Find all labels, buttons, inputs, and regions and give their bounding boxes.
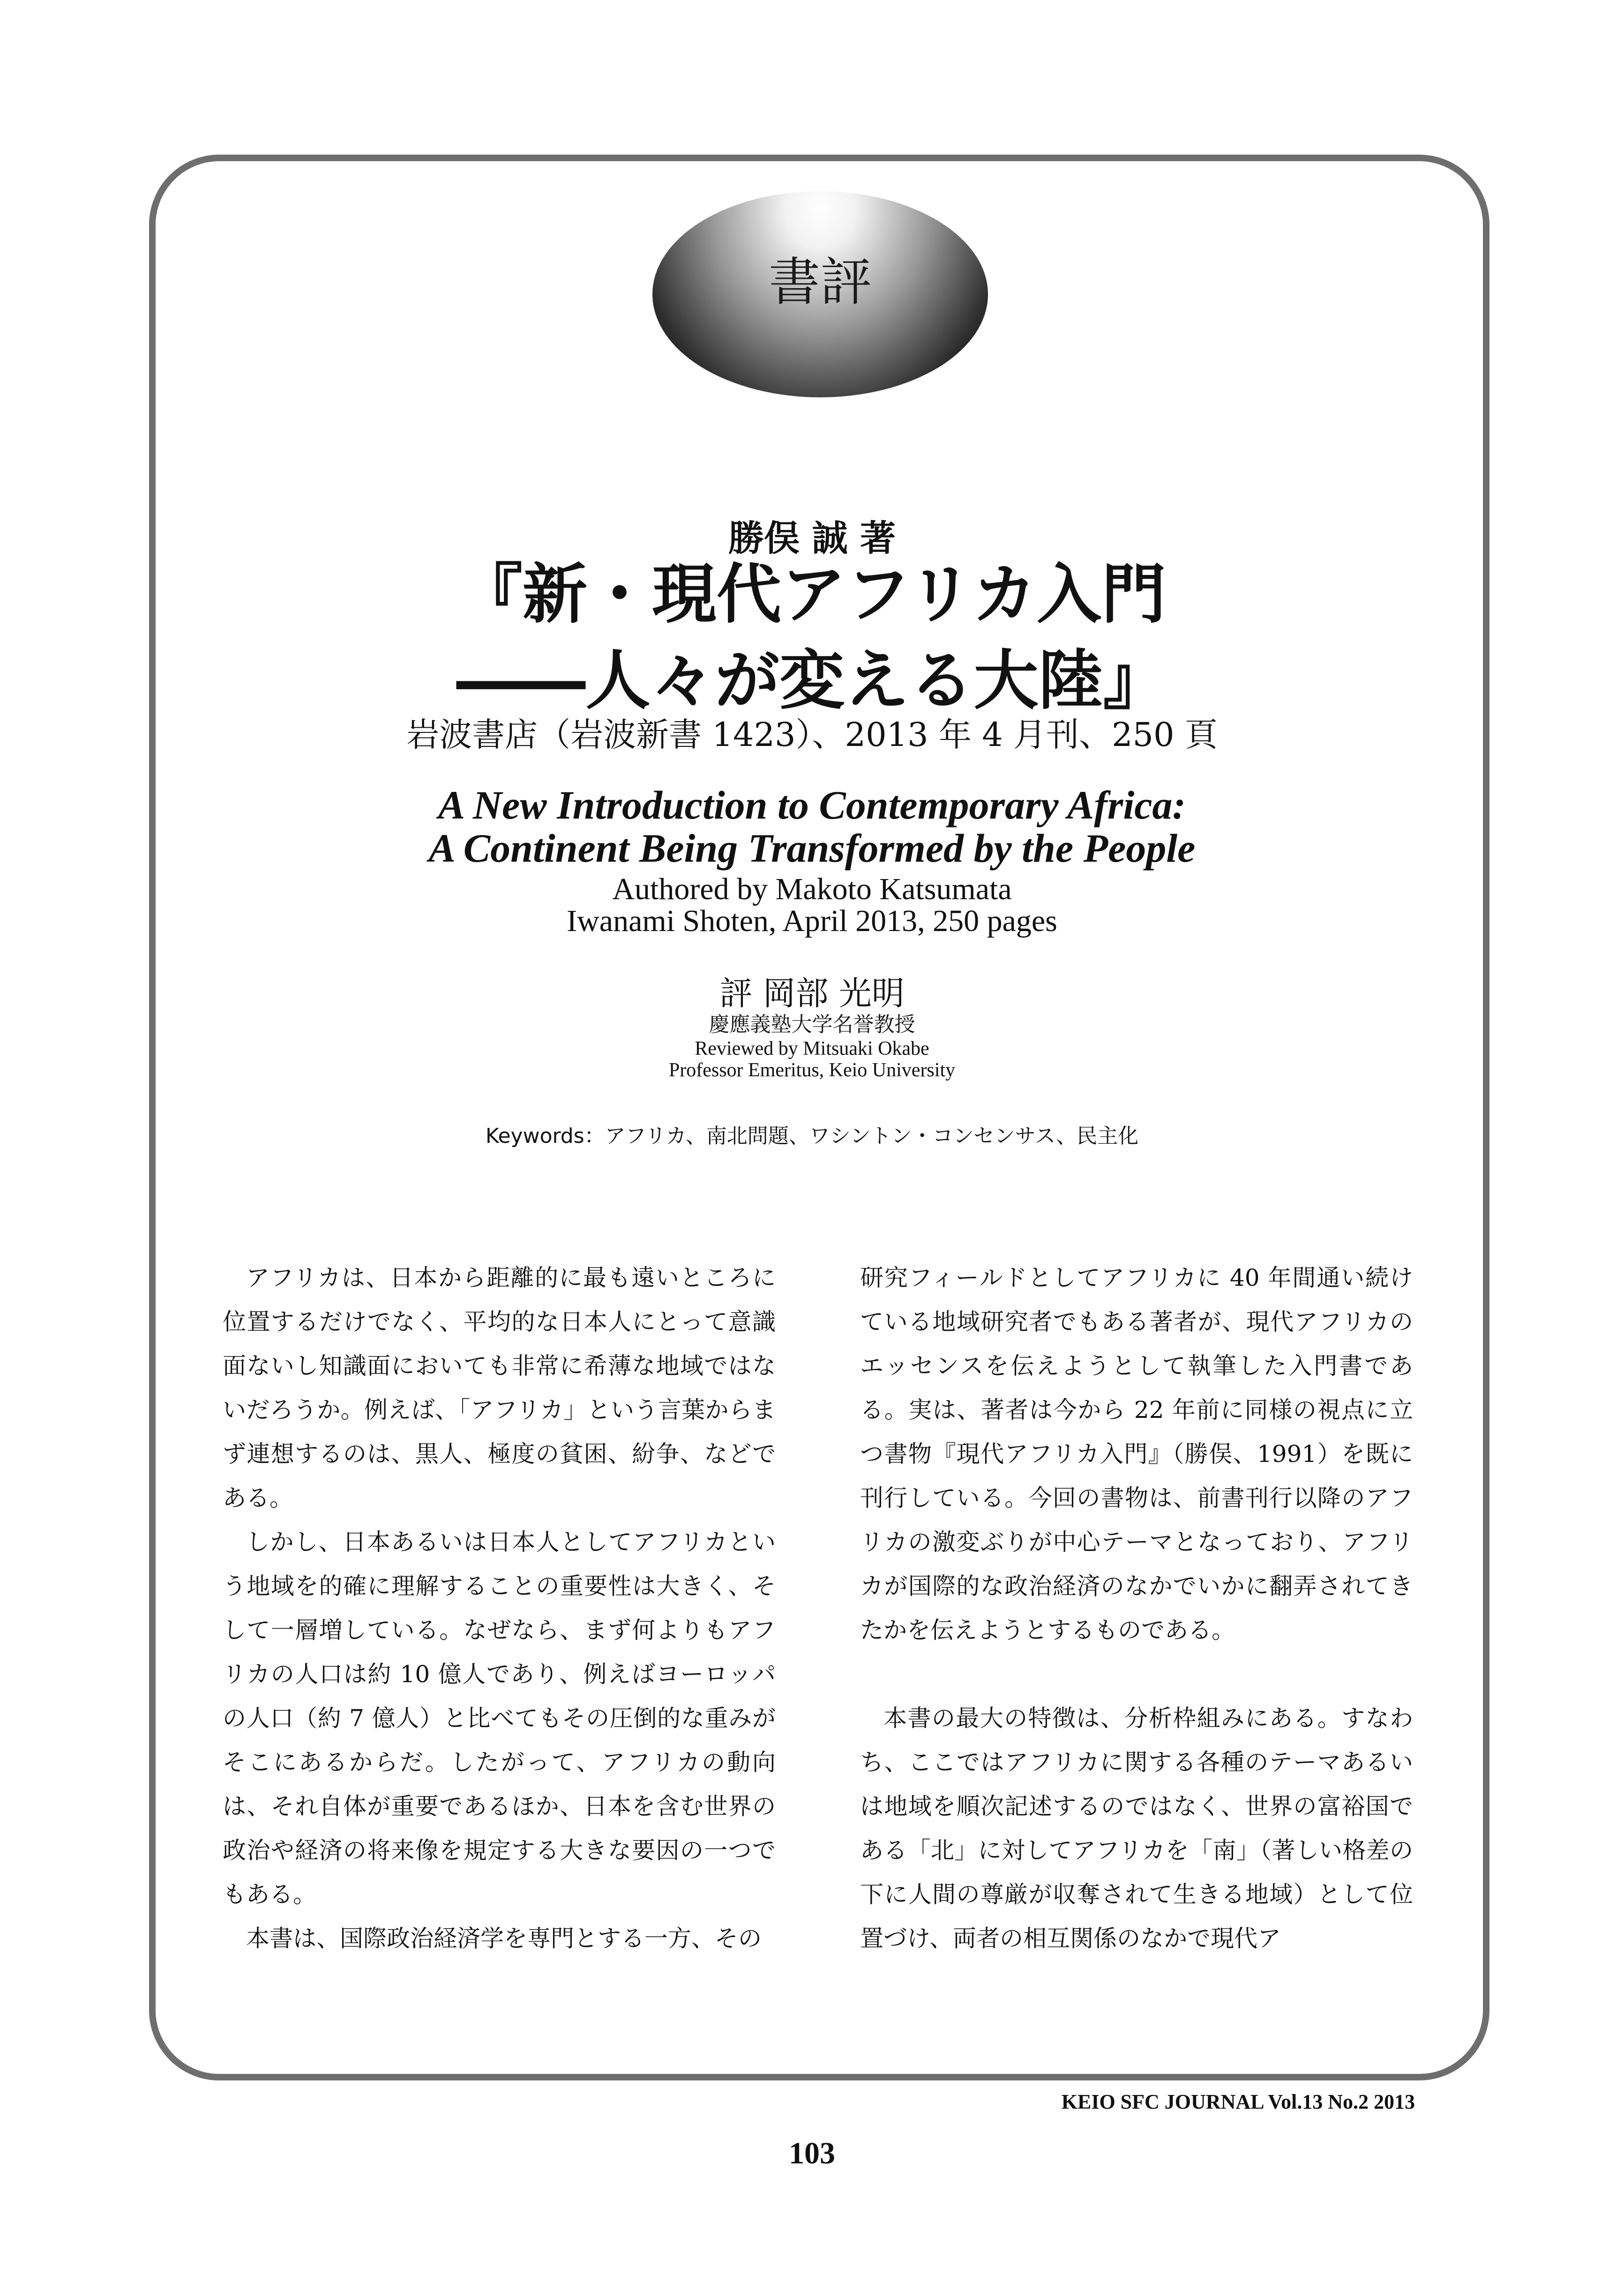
reviewer-name-en: Reviewed by Mitsuaki Okabe [695, 1038, 929, 1059]
reviewer-name-jp: 評 岡部 光明 [719, 974, 905, 1013]
page-number: 103 [789, 2136, 835, 2170]
book-author-en: Authored by Makoto Katsumata [612, 872, 1012, 906]
body-paragraph: しかし、日本あるいは日本人としてアフリカという地域を的確に理解することの重要性は大きく、そして一層増している。なぜなら、まず何よりもアフリカの人口は約 10 億人であり、例えばヨーロッパの人口（約 7 億人）と比べてもその圧倒的な重みがそこにあるからだ。したがって、アフリカの動向は、それ自体が重要であるほか、日本を含む世界の政治や経済の将来像を規定する大きな要因の一つでもある。 [223, 1528, 776, 1908]
book-title-en-line1: A New Introduction to Contemporary Africa: [438, 783, 1186, 827]
book-publisher-en: Iwanami Shoten, April 2013, 250 pages [567, 904, 1057, 938]
body-column-right [860, 1256, 1413, 1961]
book-title-en-line2: A Continent Being Transformed by the People [428, 826, 1196, 871]
book-title-jp-line1: 『新・現代アフリカ入門 [457, 557, 1167, 632]
journal-footer: KEIO SFC JOURNAL Vol.13 No.2 2013 [1061, 2090, 1415, 2113]
book-title-jp-line2: ――人々が変える大陸』 [456, 643, 1168, 718]
reviewer-affiliation-en: Professor Emeritus, Keio University [668, 1059, 956, 1081]
body-paragraph: 本書は、国際政治経済学を専門とする一方、その [246, 1925, 762, 1952]
body-paragraph: 研究フィールドとしてアフリカに 40 年間通い続けている地域研究者でもある著者が、現代アフリカのエッセンスを伝えようとして執筆した入門書である。実は、著者は今から 22 年前に同様の視点に立つ書物『現代アフリカ入門』（勝俣、1991）を既に刊行している。今回の書物は、前書刊行以降のアフリカの激変ぶりが中心テーマとなっており、アフリカが国際的な政治経済のなかでいかに翻弄されてきたかを伝えようとするものである。 [860, 1264, 1413, 1644]
body-paragraph: アフリカは、日本から距離的に最も遠いところに位置するだけでなく、平均的な日本人にとって意識面ないし知識面においても非常に希薄な地域ではないだろうか。例えば、「アフリカ」という言葉からまず連想するのは、黒人、極度の貧困、紛争、などである。 [223, 1264, 776, 1512]
keywords: Keywords：アフリカ、南北問題、ワシントン・コンセンサス、民主化 [485, 1124, 1139, 1148]
reviewer-affiliation-jp: 慶應義塾大学名誉教授 [709, 1013, 915, 1036]
body-column-left [223, 1256, 776, 1961]
body-paragraph: 本書の最大の特徴は、分析枠組みにある。すなわち、ここではアフリカに関する各種のテーマあるいは地域を順次記述するのではなく、世界の富裕国である「北」に対してアフリカを「南」（著しい格差の下に人間の尊厳が収奪されて生きる地域）として位置づけ、両者の相互関係のなかで現代ア [860, 1705, 1413, 1952]
section-badge [652, 191, 988, 397]
book-publisher-jp: 岩波書店（岩波新書 1423）、2013 年 4 月刊、250 頁 [406, 716, 1218, 754]
section-badge-label: 書評 [769, 252, 872, 312]
book-author-jp: 勝俣 誠 著 [728, 517, 896, 559]
